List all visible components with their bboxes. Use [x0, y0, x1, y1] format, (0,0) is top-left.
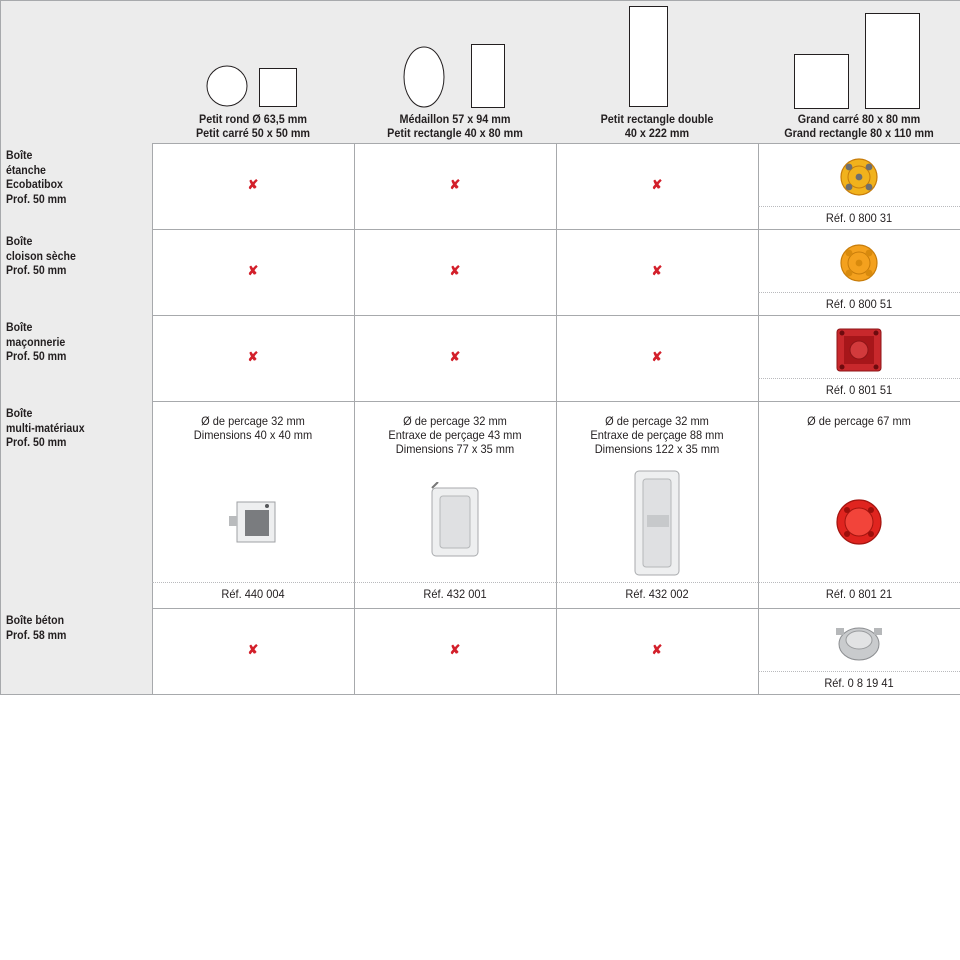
tall-rectangle-outline-icon: [630, 7, 668, 107]
oval-outline-icon: [404, 47, 444, 107]
product-cell: [758, 143, 960, 230]
product-description: Ø de percage 67 mm: [807, 414, 911, 428]
column-header-label: Médaillon 57 x 94 mm Petit rectangle 40 x 80 mm: [387, 112, 523, 140]
dotted-separator: [758, 206, 960, 207]
incompatible-cell: [354, 143, 557, 230]
incompatible-mark: ✘: [651, 642, 663, 657]
incompatible-mark: ✘: [449, 177, 461, 192]
product-cell: [354, 401, 557, 609]
product-image: [839, 243, 879, 283]
row-header-cell: [0, 401, 153, 609]
row-label: Boîte maçonnerie Prof. 50 mm: [6, 320, 67, 363]
incompatible-mark: ✘: [651, 349, 663, 364]
column-header-label: Grand carré 80 x 80 mm Grand rectangle 80 x 110 mm: [784, 112, 934, 140]
incompatible-cell: [152, 315, 355, 402]
product-description: Ø de percage 32 mm Entraxe de perçage 43 mm Dimensions 77 x 35 mm: [388, 414, 522, 456]
row-label: Boîte multi-matériaux Prof. 50 mm: [6, 406, 85, 449]
white-tall-box-image: [635, 471, 679, 575]
header-corner: [0, 0, 153, 144]
incompatible-cell: [556, 608, 759, 695]
product-reference: Réf. 432 001: [423, 587, 487, 601]
dotted-separator: [354, 582, 556, 583]
product-reference: Réf. 432 002: [625, 587, 689, 601]
incompatible-cell: [354, 229, 557, 316]
row-label: Boîte cloison sèche Prof. 50 mm: [6, 234, 76, 277]
incompatible-cell: [354, 608, 557, 695]
product-reference: Réf. 0 800 31: [825, 211, 893, 225]
red-round-box-image: [837, 500, 881, 544]
format-pictogram: [758, 1, 960, 113]
incompatible-mark: ✘: [247, 177, 259, 192]
incompatible-cell: [152, 229, 355, 316]
incompatible-mark: ✘: [449, 642, 461, 657]
white-rect-box-image: [432, 482, 478, 556]
product-image: [833, 618, 885, 666]
incompatible-mark: ✘: [449, 349, 461, 364]
incompatible-mark: ✘: [651, 263, 663, 278]
product-cell: [758, 401, 960, 609]
product-description: Ø de percage 32 mm Dimensions 40 x 40 mm: [193, 414, 313, 442]
product-cell: [758, 608, 960, 695]
product-image: [629, 465, 685, 579]
row-header-cell: [0, 229, 153, 316]
incompatible-cell: [556, 143, 759, 230]
dotted-separator: [152, 582, 354, 583]
column-header-label: Petit rond Ø 63,5 mm Petit carré 50 x 50 mm: [195, 112, 311, 140]
row-header-cell: [0, 143, 153, 230]
dotted-separator: [556, 582, 758, 583]
product-cell: [758, 315, 960, 402]
header-cell: [152, 0, 355, 144]
product-description: Ø de percage 32 mm Entraxe de perçage 88 mm Dimensions 122 x 35 mm: [590, 414, 724, 456]
rectangle-outline-icon: [472, 45, 505, 108]
incompatible-cell: [354, 315, 557, 402]
column-header-label: Petit rectangle double 40 x 222 mm: [600, 112, 714, 140]
incompatible-cell: [556, 229, 759, 316]
incompatible-mark: ✘: [449, 263, 461, 278]
format-pictogram: [152, 1, 354, 113]
header-cell: [758, 0, 960, 144]
product-cell: [556, 401, 759, 609]
product-cell: [758, 229, 960, 316]
format-pictogram: [556, 1, 758, 113]
dotted-separator: [758, 292, 960, 293]
incompatible-mark: ✘: [247, 642, 259, 657]
product-cell: [152, 401, 355, 609]
white-small-box-image: [229, 502, 275, 542]
red-square-box-image: [837, 329, 881, 371]
product-reference: Réf. 0 800 51: [825, 297, 893, 311]
dotted-separator: [758, 378, 960, 379]
square-outline-icon: [795, 55, 849, 109]
row-header-cell: [0, 608, 153, 695]
orange-round-box-image: [841, 245, 877, 281]
incompatible-mark: ✘: [247, 263, 259, 278]
row-label: Boîte étanche Ecobatibox Prof. 50 mm: [6, 148, 67, 206]
dotted-separator: [758, 582, 960, 583]
grey-concrete-box-image: [836, 628, 882, 660]
product-image: [835, 325, 883, 373]
incompatible-cell: [152, 608, 355, 695]
product-reference: Réf. 0 8 19 41: [824, 676, 894, 690]
product-reference: Réf. 0 801 21: [825, 587, 893, 601]
rectangle-outline-icon: [866, 14, 920, 109]
dotted-separator: [758, 671, 960, 672]
product-image: [426, 482, 484, 562]
header-cell: [354, 0, 557, 144]
product-image: [227, 496, 279, 548]
format-pictogram: [354, 1, 556, 113]
incompatible-mark: ✘: [651, 177, 663, 192]
product-image: [839, 157, 879, 197]
square-outline-icon: [260, 69, 297, 107]
product-reference: Réf. 0 801 51: [825, 383, 893, 397]
row-header-cell: [0, 315, 153, 402]
product-image: [835, 498, 883, 546]
yellow-round-box-image: [841, 159, 877, 195]
product-reference: Réf. 440 004: [221, 587, 285, 601]
incompatible-cell: [556, 315, 759, 402]
header-cell: [556, 0, 759, 144]
row-label: Boîte béton Prof. 58 mm: [6, 613, 67, 642]
incompatible-mark: ✘: [247, 349, 259, 364]
circle-outline-icon: [207, 66, 247, 106]
incompatible-cell: [152, 143, 355, 230]
